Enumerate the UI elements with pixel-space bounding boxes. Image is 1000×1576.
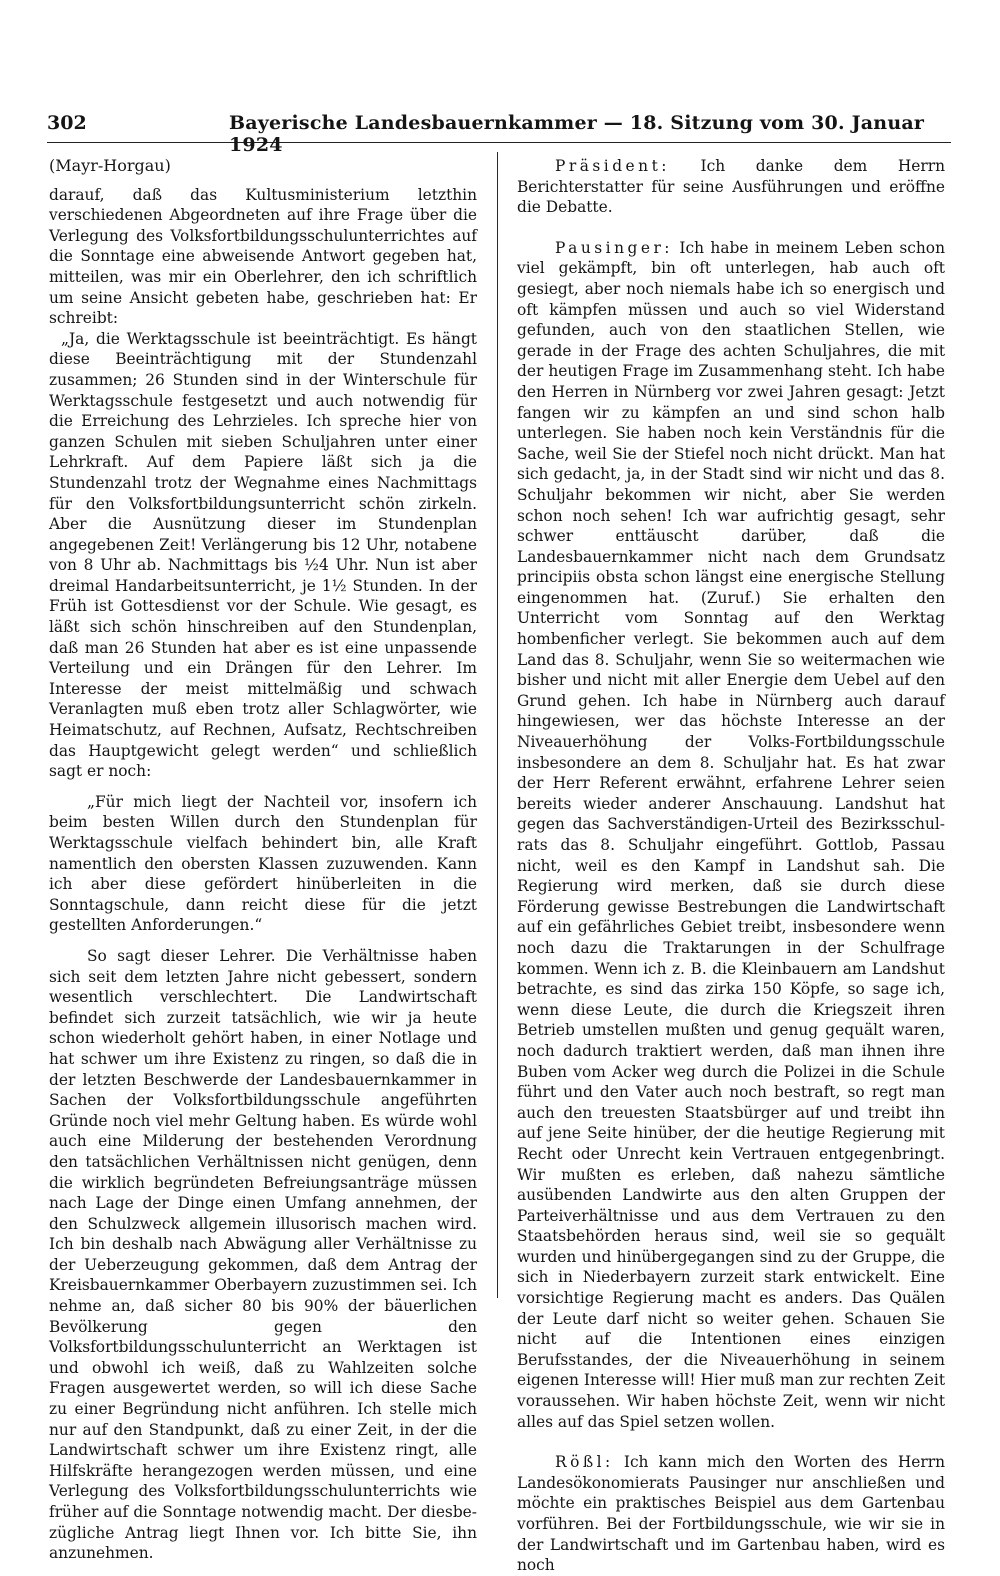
page-header: [47, 110, 951, 156]
paragraph-roessl: [517, 1452, 945, 1576]
speech-pausinger: Ich habe in meinem Leben schon viel gekämpft, bin oft unterlegen, hab auch oft gesiegt, aber noch niemals habe ich so energisch und oft kämpfen müssen und auch so viel Widerstand gefunden, auch von den staatlichen Stellen, wie gerade in der Frage des achten Schuljahres, die mit der heutigen Frage im Zusammenhang steht. Ich habe den Herren in Nürnberg vor zwei Jahren gesagt: Jetzt fangen wir zu kämpfen an und sind schon halb unterlegen. Sie haben noch kein Verständnis für die Sache, weil Sie der Stiefel noch nicht drückt. Man hat sich gedacht, ja, in der Stadt sind wir nicht und das 8. Schuljahr bekommen wir nicht, aber Sie werden schon noch sehen! Ich war aufrichtig gesagt, sehr schwer enttäuscht darüber, daß die Landesbauernkammer nicht nach dem Grundsatz principiis obsta schon längst eine energische Stellung eingenommen hat. (Zuruf.) Sie erhalten den Unterricht vom Sonntag auf den Werktag hombenficher verlegt. Sie bekommen auch auf dem Land das 8. Schuljahr, wenn Sie so weitermachen wie bisher und nicht mit aller Energie dem Uebel auf den Grund gehen. Ich habe in Nürnberg auch darauf hingewiesen, wer das höchste Interesse an der Niveauerhöhung der Volks-Fortbildungsschule insbesondere an dem 8. Schuljahr hat. Es hat zwar der Herr Referent erwähnt, erfahrene Lehrer seien bereits wieder anderer Anschauung. Landshut hat gegen das Sachverständigen-Urteil des Bezirksschulrats das 8. Schuljahr eingeführt. Gottlob, Passau nicht, weil es den Kampf in Landshut sah. Die Regierung wird merken, daß sie durch diese Förderung gewisse Bestrebungen die Landwirtschaft auf ein gefährliches Gebiet treibt, insbesondere wenn noch dazu die Traktarungen in der Schulfrage kommen. Wenn ich z. B. die Kleinbauern am Landshut betrachte, es sind das zirka 150 Köpfe, so sage ich, wenn diese Leute, die durch die Kriegszeit ihren Betrieb umstellen mußten und genug gequält waren, noch dadurch traktiert werden, daß man ihnen ihre Buben vom Acker weg durch die Polizei in die Schule führt und den Vater auch noch bestraft, so regt man auch den treuesten Staatsbürger auf und treibt ihn auf jene Seite hinüber, der die heutige Regierung mit Recht oder Unrecht kein Vertrauen entgegenbringt. Wir mußten es erleben, daß nahezu sämtliche ausübenden Landwirte aus den alten Gruppen der Parteiverhältnisse und aus dem Vertrauen zu den Staatsbehörden heraus sind, weil sie so gequält wurden und hinübergegangen sind zu der Gruppe, die sich in Niederbayern zurzeit stark entwickelt. Eine vorsichtige Regierung macht es anders. Das Quälen der Leute darf nicht so weiter gehen. Schauen Sie nicht auf die Intentionen eines einzigen Berufsstandes, der die Niveauerhöhung in seinem eigenen Interesse will! Hier muß man zur rechten Zeit voraussehen. Wir haben höchste Zeit, wenn wir nicht alles auf das Spiel setzen wollen.: [517, 238, 945, 1431]
speaker-tag-mayr: (Mayr-Horgau): [49, 156, 171, 175]
running-title: Bayerische Landesbauernkammer — 18. Sitzung vom 30. Januar 1924: [229, 112, 925, 156]
speech-praesident: Ich danke dem Herrn Berichterstatter für seine Ausführungen und eröffne die Debatte.: [517, 157, 945, 217]
paragraph-praesident: [517, 156, 945, 218]
left-column: [49, 156, 477, 1564]
page-number: 302: [47, 112, 87, 134]
speaker-name-praesident: Präsident:: [555, 157, 670, 175]
column-divider: [497, 152, 498, 1298]
paragraph-quote-2: „Für mich liegt der Nachteil vor, insofern ich beim besten Willen durch den Stundenplan für Werktagsschule vielfach behindert bin, alle Kraft namentlich den obersten Klassen zuzuwenden. Kann ich aber diese gefördert hinüberleiten in die Sonntagschule, dann reicht diese für die jetzt gestellten Anforderungen.“: [49, 792, 477, 935]
paragraph-argument: So sagt dieser Lehrer. Die Verhältnisse haben sich seit dem letzten Jahre nicht gebessert, sondern wesentlich verschlechtert. Die Landwirtschaft befindet sich zurzeit tatsächlich, wie wir ja heute schon wiederholt gehört haben, in einer Notlage und hat schwer um ihre Existenz zu ringen, so daß die in der letzten Beschwerde der Landesbauernkammer in Sachen der Volksfortbildungsschule angeführten Gründe noch viel mehr Geltung haben. Es würde wohl auch eine Milderung der bestehenden Verordnung den tatsächlichen Verhältnissen nicht genügen, denn die wirklich begründeten Befreiungsanträge müssen nach Lage der Dinge einen Umfang annehmen, der den Schulzweck allgemein illusorisch machen wird. Ich bin deshalb nach Abwägung aller Verhältnisse zu der Ueberzeugung gekommen, daß dem Antrag der Kreisbauernkammer Oberbayern zuzustimmen sei. Ich nehme an, daß sicher 80 bis 90% der bäuerlichen Bevölkerung gegen den Volksfortbildungsschulunterricht an Werktagen ist und obwohl ich weiß, daß zu Wahlzeiten solche Fragen ausgewertet werden, so will ich diese Sache zu einer Begründung nicht anführen. Ich stelle mich nur auf den Standpunkt, daß zu einer Zeit, in der die Landwirtschaft schwer um ihre Existenz ringt, alle Hilfskräfte herangezogen werden müssen, und eine Verlegung des Volksfortbildungsschulunterrichts wie früher auf die Sonntage notwendig macht. Der diesbezügliche Antrag liegt Ihnen vor. Ich bitte Sie, ihn anzunehmen.: [49, 946, 477, 1563]
speaker-name-pausinger: Pausinger:: [555, 238, 673, 257]
paragraph-pausinger: [517, 238, 945, 1432]
paragraph-intro: darauf, daß das Kultusministerium letzthin verschiedenen Abgeordneten auf ihre Frage über die Verlegung des Volksfortbildungsschulunterrichtes auf die Sonntage eine abweisende Antwort gegeben hat, mitteilen, was mir ein Oberlehrer, den ich schriftlich um seine Ansicht gebeten habe, geschrieben hat: Er schreibt:: [49, 185, 477, 328]
speaker-name-roessl: Rößl:: [555, 1453, 614, 1472]
right-column: [517, 156, 945, 1576]
paragraph-quote-1: „Ja, die Werktagsschule ist beeinträchtigt. Es hängt diese Beeinträchtigung mit der Stundenzahl zusammen; 26 Stunden sind in der Winterschule für Werktagsschule festgesetzt und auch notwendig für die Erreichung des Lehrzieles. Ich spreche hier von ganzen Schulen mit sieben Schuljahren unter einer Lehrkraft. Auf dem Papiere läßt sich ja die Stundenzahl trotz der Wegnahme eines Nachmittags für den Volksfortbildungsunterricht schön zirkeln. Aber die Ausnützung dieser im Stundenplan angegebenen Zeit! Verlängerung bis 12 Uhr, notabene von 8 Uhr ab. Nachmittags bis ½4 Uhr. Nun ist aber dreimal Handarbeitsunterricht, je 1½ Stunden. In der Früh ist Gottesdienst vor der Schule. Wie gesagt, es läßt sich schön hinschreiben auf den Stundenplan, daß man 26 Stunden hat aber es ist eine unpassende Verteilung und ein Drängen für den Lehrer. Im Interesse der meist mittelmäßig und schwach Veranlagten muß eben trotz aller Schlagwörter, wie Heimatschutz, auf Rechnen, Aufsatz, Rechtschreiben das Hauptgewicht gelegt werden“ und schließlich sagt er noch:: [49, 329, 477, 781]
speech-roessl: Ich kann mich den Worten des Herrn Landesökonomierats Pausinger nur anschließen und möchte ein praktisches Beispiel aus dem Gartenbau vorführen. Bei der Fortbildungsschule, wie wir sie in der Landwirtschaft und im Gartenbau haben, wird es noch: [517, 1453, 945, 1575]
